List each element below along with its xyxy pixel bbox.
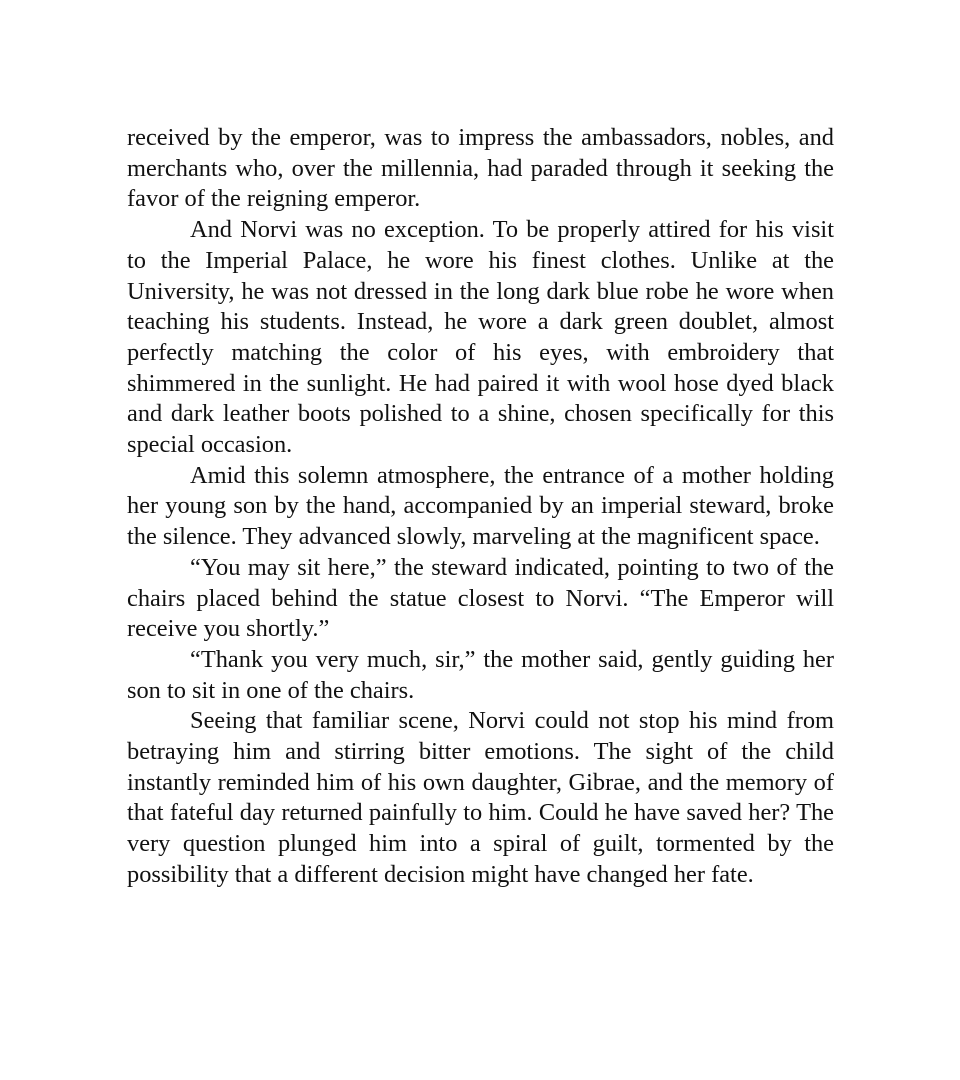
paragraph-continuation: received by the emperor, was to impress the ambassadors, nobles, and merchants who, over the millennia, had paraded through it seeking the favor of the reigning emperor.: [127, 124, 834, 213]
paragraph-mother-dialogue: “Thank you very much, sir,” the mother said, gently guiding her son to sit in one of the chairs.: [127, 645, 834, 704]
paragraph-steward-dialogue: “You may sit here,” the steward indicated, pointing to two of the chairs placed behind the statue closest to Norvi. “The Emperor will receive you shortly.”: [127, 553, 834, 643]
paragraph-mother-entrance: Amid this solemn atmosphere, the entrance of a mother holding her young son by the hand, accompanied by an imperial steward, broke the silence. They advanced slowly, marveling at the magnificent space.: [127, 461, 834, 551]
document-page: [127, 123, 834, 891]
paragraph-norvi-attire: And Norvi was no exception. To be properly attired for his visit to the Imperial Palace, he wore his finest clothes. Unlike at the University, he was not dressed in the long dark blue robe he wore when teaching his students. Instead, he wore a dark green doublet, almost perfectly matching the color of his eyes, with embroidery that shimmered in the sunlight. He had paired it with wool hose dyed black and dark leather boots polished to a shine, chosen specifically for this special occasion.: [127, 216, 834, 459]
paragraph-norvi-memory: Seeing that familiar scene, Norvi could not stop his mind from betraying him and stirring bitter emotions. The sight of the child instantly reminded him of his own daughter, Gibrae, and the memory of that fateful day returned painfully to him. Could he have saved her? The very question plunged him into a spiral of guilt, tormented by the possibility that a different decision might have changed her fate.: [127, 707, 834, 888]
